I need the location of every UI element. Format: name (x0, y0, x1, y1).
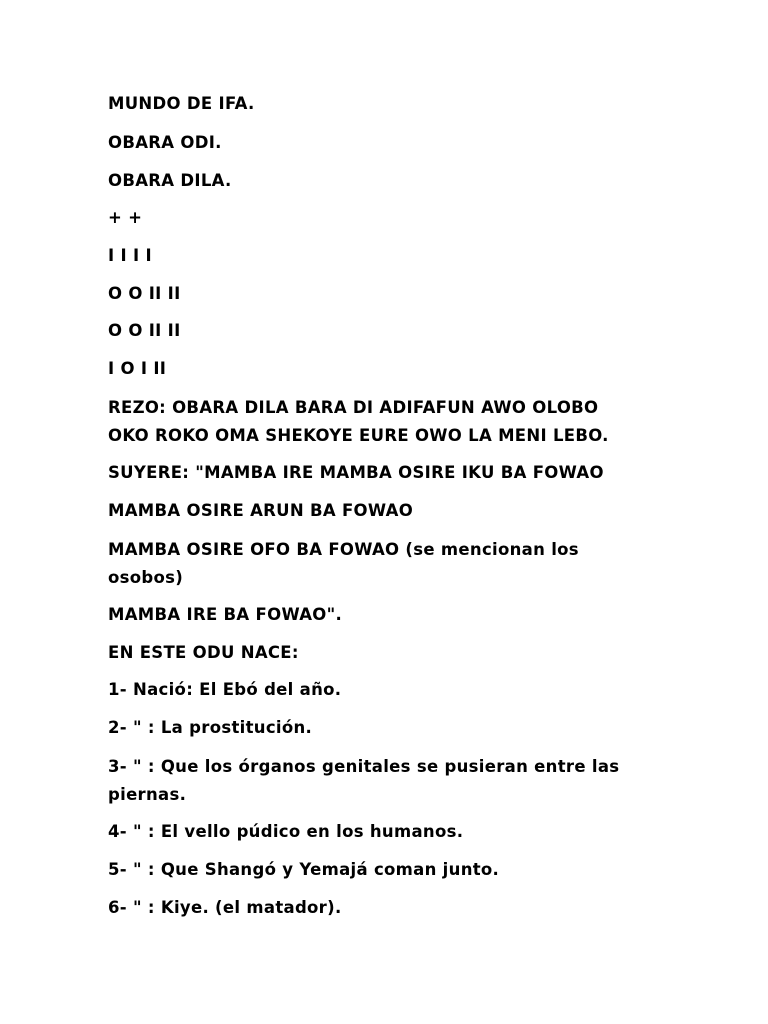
odu-sign-row-3: O O II II (108, 284, 181, 303)
odu-sign-row-5: I O I II (108, 359, 167, 378)
suyere-line-3: MAMBA OSIRE OFO BA FOWAO (se mencionan los (108, 540, 579, 559)
odu-sign-row-2: I I I I (108, 246, 152, 265)
suyere-line-1: SUYERE: "MAMBA IRE MAMBA OSIRE IKU BA FOWAO (108, 463, 604, 482)
suyere-line-2: MAMBA OSIRE ARUN BA FOWAO (108, 501, 414, 520)
odu-sign-row-4: O O II II (108, 321, 181, 340)
suyere-line-4: MAMBA IRE BA FOWAO". (108, 605, 343, 624)
list-item-4: 4- " : El vello púdico en los humanos. (108, 822, 464, 841)
list-item-3-cont: piernas. (108, 785, 187, 804)
odu-name: OBARA ODI. (108, 133, 222, 152)
doc-title: MUNDO DE IFA. (108, 94, 255, 113)
odu-alt-name: OBARA DILA. (108, 171, 232, 190)
list-item-1: 1- Nació: El Ebó del año. (108, 680, 342, 699)
rezo-line-2: OKO ROKO OMA SHEKOYE EURE OWO LA MENI LEBO. (108, 426, 609, 445)
section-heading: EN ESTE ODU NACE: (108, 643, 299, 662)
list-item-2: 2- " : La prostitución. (108, 718, 313, 737)
list-item-5: 5- " : Que Shangó y Yemajá coman junto. (108, 860, 500, 879)
rezo-line-1: REZO: OBARA DILA BARA DI ADIFAFUN AWO OLOBO (108, 398, 599, 417)
list-item-6: 6- " : Kiye. (el matador). (108, 898, 342, 917)
list-item-3: 3- " : Que los órganos genitales se pusieran entre las (108, 757, 620, 776)
odu-sign-row-1: + + (108, 208, 143, 227)
suyere-line-3-cont: osobos) (108, 568, 184, 587)
